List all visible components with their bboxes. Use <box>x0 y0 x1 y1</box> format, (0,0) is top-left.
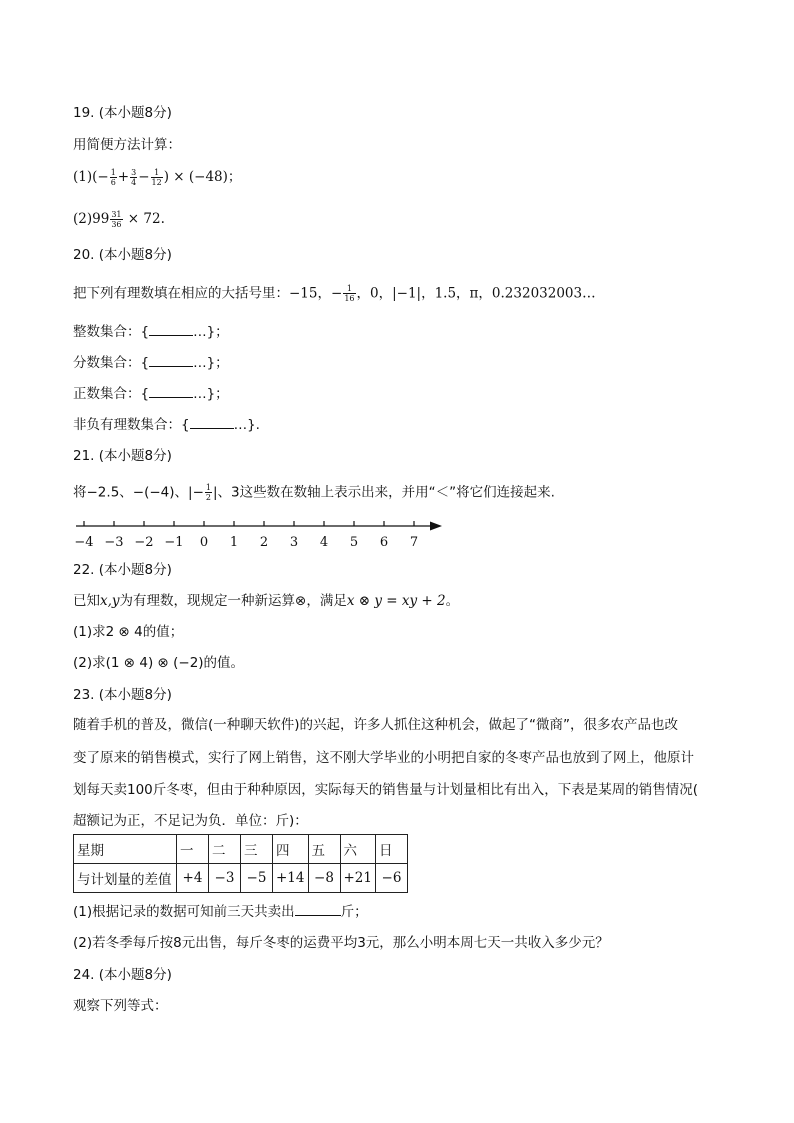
frac-numerator: 1 <box>343 284 355 294</box>
number-line-label: 1 <box>229 535 239 550</box>
q19-part1 <box>73 168 241 187</box>
number-line-label: −4 <box>74 535 94 550</box>
q23-heading: 23. (本小题8分) <box>73 687 172 703</box>
frac-numerator: 1 <box>205 483 211 492</box>
q23-para-line2: 变了原来的销售模式，实行了网上销售，这不刚大学毕业的小明把自家的冬枣产品也放到了网上，他原计 <box>73 750 694 766</box>
table-cell: −8 <box>308 864 340 893</box>
q22-vars: x,y <box>100 593 120 609</box>
set-label: 非负有理数集合：{ <box>73 417 190 433</box>
table-cell: +21 <box>340 864 376 893</box>
set-close: …}； <box>193 355 229 371</box>
number-line-label: 5 <box>349 535 359 550</box>
q23-part2: (2)若冬季每斤按8元出售，每斤冬枣的运费平均3元，那么小明本周七天一共收入多少元？ <box>73 935 609 951</box>
table-header-day: 四 <box>273 835 309 864</box>
table-header-day: 五 <box>308 835 340 864</box>
q22-prompt-end: 。 <box>445 593 460 609</box>
table-header-day: 二 <box>209 835 241 864</box>
q20-set-integers <box>73 323 229 341</box>
frac-numerator: 1 <box>110 168 116 177</box>
q19-p2-tail: × 72. <box>123 211 165 227</box>
q20-list-a: −15，− <box>289 285 343 302</box>
q19-p1-op2: − <box>138 169 150 185</box>
q20-set-fractions <box>73 354 229 372</box>
q21-heading: 21. (本小题8分) <box>73 448 172 464</box>
table-header-day: 日 <box>376 835 408 864</box>
q19-heading: 19. (本小题8分) <box>73 105 172 121</box>
q20-prompt <box>73 284 596 303</box>
table-row-label: 与计划量的差值 <box>74 864 177 893</box>
q21-prompt <box>73 483 555 502</box>
q20-frac <box>343 284 355 303</box>
number-line-label: −3 <box>104 535 124 550</box>
number-line-label: 3 <box>289 535 299 550</box>
q20-heading: 20. (本小题8分) <box>73 247 172 263</box>
q21-text-a: 将−2.5、−(−4)、|− <box>73 484 204 501</box>
q22-part1: (1)求2 ⊗ 4的值； <box>73 624 184 640</box>
set-close: …}； <box>193 324 229 340</box>
number-line-label: 0 <box>199 535 209 550</box>
sales-table <box>73 834 408 893</box>
frac-numerator: 1 <box>151 168 163 178</box>
number-line-label: −2 <box>134 535 154 550</box>
number-line-label: 2 <box>259 535 269 550</box>
answer-blank[interactable] <box>149 323 193 336</box>
q20-prompt-lead: 把下列有理数填在相应的大括号里： <box>73 285 289 302</box>
q23-para-line3: 划每天卖100斤冬枣，但由于种种原因，实际每天的销售量与计划量相比有出入，下表是某周的销售情况( <box>73 782 699 798</box>
table-cell: −6 <box>376 864 408 893</box>
frac-denominator: 6 <box>110 178 116 187</box>
table-header-day: 六 <box>340 835 376 864</box>
q23-para-line1: 随着手机的普及，微信(一种聊天软件)的兴起，许多人抓住这种机会，做起了“微商”，很多农产品也改 <box>73 717 679 733</box>
frac-denominator: 36 <box>111 220 122 229</box>
frac-denominator: 16 <box>344 294 355 303</box>
q21-frac <box>205 483 212 502</box>
number-line <box>70 512 450 552</box>
q19-p1-frac3 <box>151 168 163 187</box>
table-cell: −5 <box>241 864 273 893</box>
frac-denominator: 2 <box>205 493 211 502</box>
q22-formula: x ⊗ y = xy + 2 <box>346 593 446 609</box>
q24-prompt: 观察下列等式： <box>73 998 168 1014</box>
q19-p2-label: (2) <box>73 211 93 227</box>
number-line-arrow <box>430 522 442 531</box>
set-close: …}. <box>233 417 260 433</box>
q19-part2 <box>73 210 165 229</box>
q19-prompt: 用简便方法计算： <box>73 137 181 153</box>
q20-set-nonnegative <box>73 416 260 434</box>
answer-blank[interactable] <box>295 903 341 916</box>
table-header-label: 星期 <box>74 835 177 864</box>
table-header-day: 一 <box>177 835 209 864</box>
number-line-label: 7 <box>409 535 419 550</box>
set-close: …}； <box>193 386 229 402</box>
table-row <box>74 864 408 893</box>
table-cell: +4 <box>177 864 209 893</box>
table-header-day: 三 <box>241 835 273 864</box>
q23-p1-a: (1)根据记录的数据可知前三天共卖出 <box>73 904 295 920</box>
table-header-row <box>74 835 408 864</box>
number-line-label: 6 <box>379 535 389 550</box>
q20-set-positive <box>73 385 229 403</box>
q24-heading: 24. (本小题8分) <box>73 967 172 983</box>
set-label: 正数集合：{ <box>73 386 150 402</box>
frac-numerator: 31 <box>111 210 122 219</box>
q19-p1-frac2 <box>130 168 137 187</box>
frac-numerator: 3 <box>131 168 137 177</box>
q19-p2-frac <box>110 210 122 229</box>
frac-denominator: 12 <box>151 178 162 187</box>
q23-p1-b: 斤； <box>340 904 368 920</box>
set-label: 分数集合：{ <box>73 355 150 371</box>
q19-p1-sign: − <box>97 169 109 185</box>
q22-prompt <box>73 592 459 610</box>
frac-denominator: 4 <box>131 178 137 187</box>
q23-para-line4: 超额记为正，不足记为负．单位：斤)： <box>73 813 308 829</box>
answer-blank[interactable] <box>190 416 234 429</box>
q19-p1-frac1 <box>110 168 117 187</box>
q20-list-b: ，0，|−1|，1.5，π，0.232032003… <box>356 285 596 302</box>
table-cell: +14 <box>273 864 309 893</box>
q22-part2: (2)求(1 ⊗ 4) ⊗ (−2)的值。 <box>73 655 245 671</box>
number-line-label: −1 <box>164 535 184 550</box>
table-cell: −3 <box>209 864 241 893</box>
q19-p1-tail: ) × (−48)； <box>163 169 242 185</box>
q21-text-b: |、3这些数在数轴上表示出来，并用“＜”将它们连接起来. <box>212 484 555 501</box>
q22-heading: 22. (本小题8分) <box>73 562 172 578</box>
q19-p1-label: (1)( <box>73 169 98 185</box>
q22-prompt-a: 已知 <box>73 593 100 609</box>
q19-p1-op1: + <box>117 169 130 185</box>
set-label: 整数集合：{ <box>73 324 150 340</box>
number-line-label: 4 <box>319 535 329 550</box>
q22-prompt-b: 为有理数，现规定一种新运算⊗，满足 <box>119 593 347 609</box>
q19-p2-whole: 99 <box>92 211 110 227</box>
answer-blank[interactable] <box>149 385 193 398</box>
answer-blank[interactable] <box>149 354 193 367</box>
q23-part1 <box>73 903 368 921</box>
